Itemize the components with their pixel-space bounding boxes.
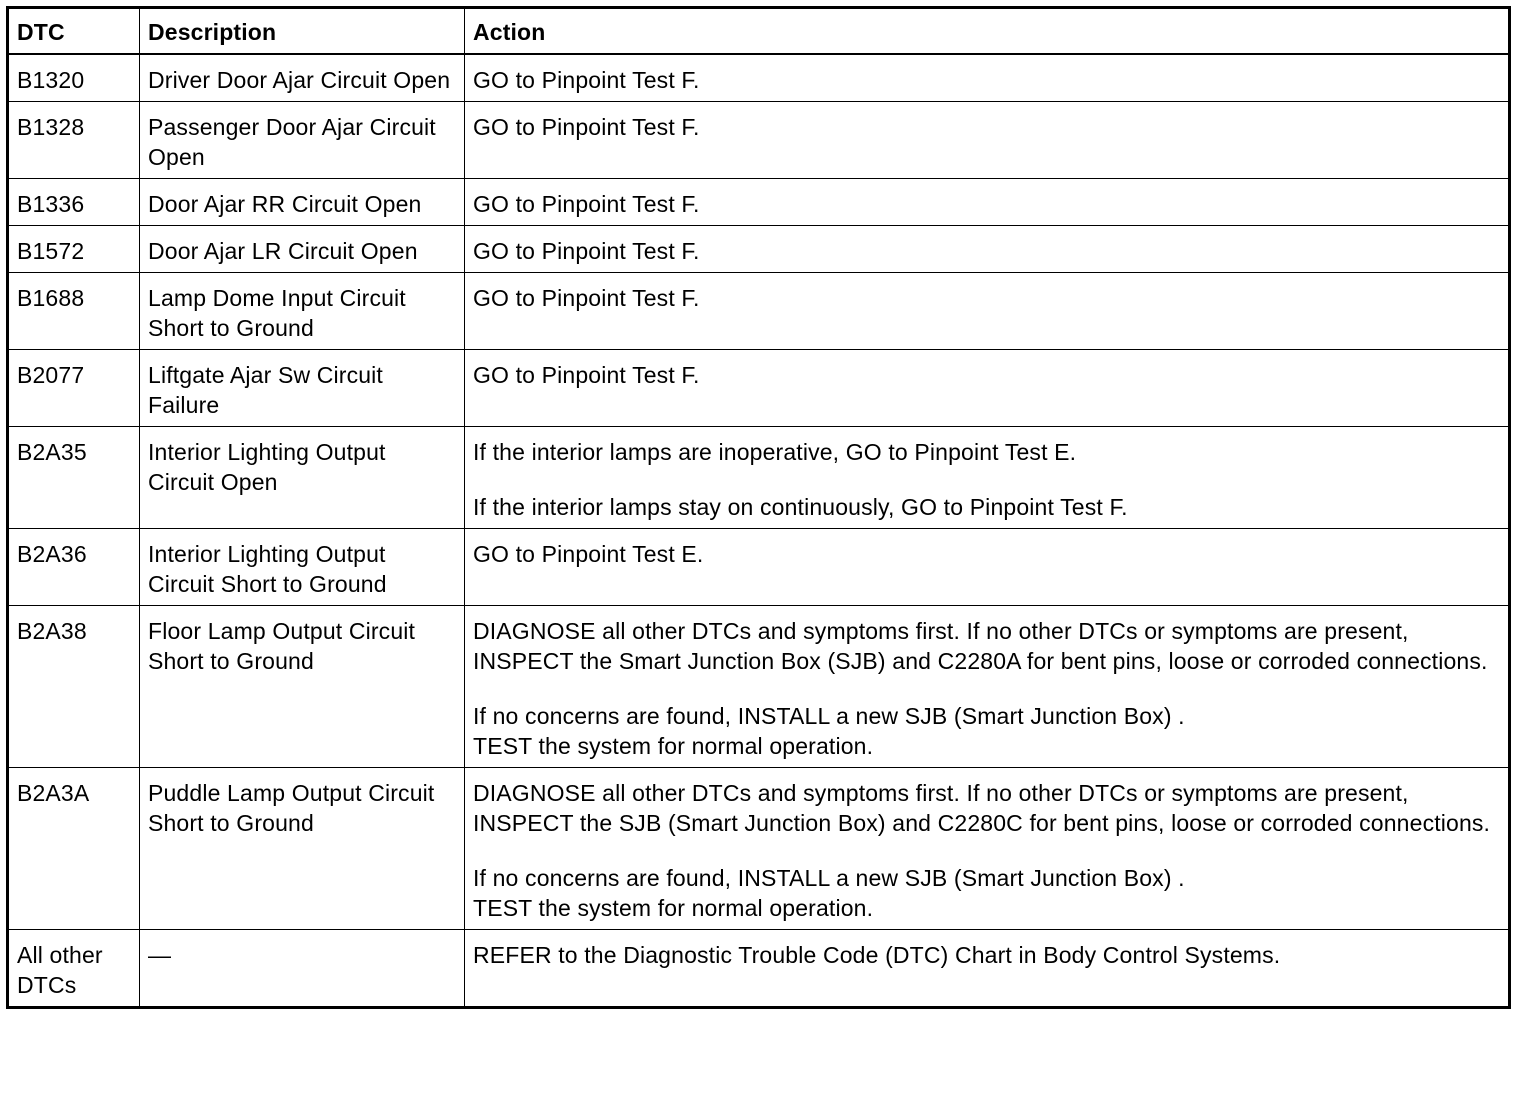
action-text: TEST the system for normal operation. (473, 732, 874, 759)
dtc-description: Floor Lamp Output Circuit Short to Ground (140, 605, 465, 767)
dtc-description: Driver Door Ajar Circuit Open (140, 54, 465, 102)
action-text: GO to Pinpoint Test F. (473, 361, 700, 388)
dtc-description: Interior Lighting Output Circuit Short to Ground (140, 528, 465, 605)
table-row (8, 929, 1510, 1007)
table-row (8, 426, 1510, 528)
dtc-code: B2A38 (8, 605, 140, 767)
dtc-action (465, 178, 1510, 225)
action-text: TEST the system for normal operation. (473, 894, 874, 921)
header-action: Action (465, 8, 1510, 54)
table-row (8, 178, 1510, 225)
action-text-group (473, 701, 1500, 761)
action-text: If the interior lamps are inoperative, GO to Pinpoint Test E. (473, 438, 1077, 465)
dtc-action (465, 272, 1510, 349)
dtc-action (465, 605, 1510, 767)
header-dtc: DTC (8, 8, 140, 54)
dtc-code: B1336 (8, 178, 140, 225)
dtc-code: B2077 (8, 349, 140, 426)
dtc-description: Lamp Dome Input Circuit Short to Ground (140, 272, 465, 349)
dtc-code: B1328 (8, 101, 140, 178)
action-text: DIAGNOSE all other DTCs and symptoms first. If no other DTCs or symptoms are present, INSPECT the SJB (Smart Junction Box) and C2280C for bent pins, loose or corroded connections. (473, 779, 1491, 836)
dtc-code: All other DTCs (8, 929, 140, 1007)
dtc-action (465, 101, 1510, 178)
dtc-code: B2A3A (8, 767, 140, 929)
table-header-row (8, 8, 1510, 54)
dtc-action (465, 54, 1510, 102)
header-description: Description (140, 8, 465, 54)
dtc-chart (6, 6, 1508, 1009)
dtc-action (465, 426, 1510, 528)
dtc-description: — (140, 929, 465, 1007)
action-text: GO to Pinpoint Test F. (473, 190, 700, 217)
dtc-description: Door Ajar RR Circuit Open (140, 178, 465, 225)
action-text: REFER to the Diagnostic Trouble Code (DTC) Chart in Body Control Systems. (473, 941, 1281, 968)
dtc-description: Liftgate Ajar Sw Circuit Failure (140, 349, 465, 426)
dtc-action (465, 528, 1510, 605)
dtc-description: Door Ajar LR Circuit Open (140, 225, 465, 272)
dtc-code: B2A36 (8, 528, 140, 605)
dtc-action (465, 767, 1510, 929)
table-row (8, 54, 1510, 102)
action-text: GO to Pinpoint Test E. (473, 540, 704, 567)
dtc-code: B1688 (8, 272, 140, 349)
dtc-code: B1320 (8, 54, 140, 102)
action-text: If no concerns are found, INSTALL a new SJB (Smart Junction Box) . (473, 702, 1185, 729)
table-row (8, 767, 1510, 929)
action-text: If the interior lamps stay on continuously, GO to Pinpoint Test F. (473, 493, 1128, 520)
table-row (8, 605, 1510, 767)
table-row (8, 528, 1510, 605)
dtc-description: Interior Lighting Output Circuit Open (140, 426, 465, 528)
dtc-description: Puddle Lamp Output Circuit Short to Ground (140, 767, 465, 929)
action-text-group (473, 863, 1500, 923)
action-text: GO to Pinpoint Test F. (473, 237, 700, 264)
action-text: DIAGNOSE all other DTCs and symptoms first. If no other DTCs or symptoms are present, INSPECT the Smart Junction Box (SJB) and C2280A for bent pins, loose or corroded connections. (473, 617, 1488, 674)
dtc-action (465, 929, 1510, 1007)
dtc-code: B1572 (8, 225, 140, 272)
dtc-description: Passenger Door Ajar Circuit Open (140, 101, 465, 178)
action-text: GO to Pinpoint Test F. (473, 284, 700, 311)
dtc-table (6, 6, 1511, 1009)
action-text: GO to Pinpoint Test F. (473, 66, 700, 93)
table-row (8, 272, 1510, 349)
dtc-action (465, 349, 1510, 426)
dtc-action (465, 225, 1510, 272)
table-row (8, 349, 1510, 426)
table-row (8, 101, 1510, 178)
dtc-code: B2A35 (8, 426, 140, 528)
table-row (8, 225, 1510, 272)
action-text: If no concerns are found, INSTALL a new SJB (Smart Junction Box) . (473, 864, 1185, 891)
action-text: GO to Pinpoint Test F. (473, 113, 700, 140)
